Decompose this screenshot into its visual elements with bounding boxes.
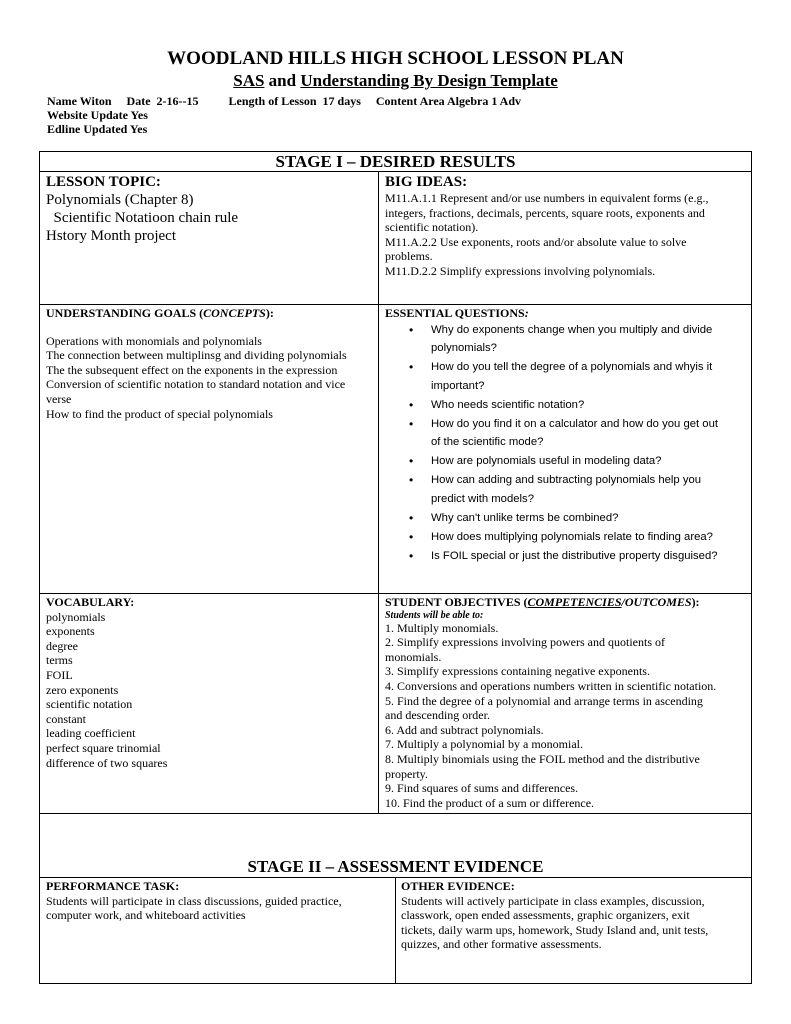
divider-row2 bbox=[39, 593, 752, 594]
student-objectives-cell bbox=[385, 595, 749, 810]
table-border-right bbox=[751, 151, 752, 983]
vocabulary-label: VOCABULARY: bbox=[46, 595, 135, 609]
vocabulary-word: difference of two squares bbox=[46, 755, 168, 770]
lesson-topic-line: Hstory Month project bbox=[46, 228, 176, 244]
big-ideas-line: M11.A.1.1 Represent and/or use numbers in equivalent forms (e.g., bbox=[385, 191, 709, 205]
objective-line: 6. Add and subtract polynomials. bbox=[385, 722, 544, 737]
big-ideas-line: scientific notation). bbox=[385, 220, 479, 235]
stage1-heading: STAGE I – DESIRED RESULTS bbox=[275, 152, 516, 171]
objective-line: and descending order. bbox=[385, 708, 490, 723]
objective-line: 3. Simplify expressions containing negative exponents. bbox=[385, 664, 650, 679]
meta-line-name-date: Name Witon Date 2-16--15 Length of Lesson 17 days Content Area Algebra 1 Adv bbox=[47, 94, 522, 108]
list-item: • Is FOIL special or just the distributive property disguised? bbox=[385, 547, 747, 566]
essential-questions-label: ESSENTIAL QUESTIONS: bbox=[385, 306, 529, 320]
list-item: • How do you tell the degree of a polynomials and whyis it important? bbox=[385, 358, 747, 395]
lesson-topic-label: LESSON TOPIC: bbox=[46, 174, 161, 190]
vocabulary-word: scientific notation bbox=[46, 697, 133, 712]
meta-line-edline: Edline Updated Yes bbox=[47, 122, 148, 136]
objective-line: property. bbox=[385, 766, 428, 781]
other-evidence-line: Students will actively participate in class examples, discussion, bbox=[401, 893, 705, 908]
subtitle-and: and bbox=[264, 71, 301, 90]
big-ideas-line: integers, fractions, decimals, percents, square roots, exponents and bbox=[385, 205, 705, 220]
big-ideas-cell bbox=[385, 173, 747, 279]
vocabulary-word: polynomials bbox=[46, 609, 106, 624]
vocabulary-word: FOIL bbox=[46, 667, 73, 682]
vocabulary-word: exponents bbox=[46, 624, 95, 639]
vocabulary-cell bbox=[46, 595, 371, 770]
vocabulary-word: terms bbox=[46, 653, 73, 668]
list-item: • How are polynomials useful in modeling data? bbox=[385, 452, 747, 471]
big-ideas-line: M11.A.2.2 Use exponents, roots and/or absolute value to solve bbox=[385, 234, 687, 249]
subtitle-ubd: Understanding By Design Template bbox=[300, 71, 558, 90]
understanding-goal-line: The the subsequent effect on the exponents in the expression bbox=[46, 362, 338, 377]
understanding-goal-line: verse bbox=[46, 391, 72, 406]
objective-line: 1. Multiply monomials. bbox=[385, 620, 499, 635]
objective-line: 2. Simplify expressions involving powers and quotients of bbox=[385, 635, 665, 650]
objective-line: 4. Conversions and operations numbers written in scientific notation. bbox=[385, 678, 717, 693]
vocabulary-word: constant bbox=[46, 711, 86, 726]
vocabulary-word: zero exponents bbox=[46, 682, 119, 697]
list-item: • Why do exponents change when you multiply and divide polynomials? bbox=[385, 321, 747, 358]
page-title: WOODLAND HILLS HIGH SCHOOL LESSON PLAN bbox=[167, 48, 624, 69]
divider-row1 bbox=[39, 304, 752, 305]
essential-questions-list bbox=[385, 321, 747, 566]
understanding-goals-cell bbox=[46, 306, 376, 421]
student-objectives-label: STUDENT OBJECTIVES (COMPETENCIES/OUTCOMES): bbox=[385, 595, 700, 609]
lesson-topic-cell bbox=[46, 173, 371, 245]
performance-task-line: computer work, and whiteboard activities bbox=[46, 908, 246, 923]
big-ideas-line: problems. bbox=[385, 249, 433, 264]
student-objectives-subtitle: Students will be able to: bbox=[385, 609, 484, 621]
meta-line-website: Website Update Yes bbox=[47, 108, 148, 122]
list-item: • How can adding and subtracting polynomials help you predict with models? bbox=[385, 471, 747, 508]
column-divider-stage2 bbox=[395, 877, 396, 983]
objective-line: monomials. bbox=[385, 649, 442, 664]
objective-line: 5. Find the degree of a polynomial and arrange terms in ascending bbox=[385, 693, 703, 708]
stage2-heading: STAGE II – ASSESSMENT EVIDENCE bbox=[247, 857, 544, 876]
essential-questions-cell bbox=[385, 306, 747, 566]
other-evidence-label: OTHER EVIDENCE: bbox=[401, 879, 515, 893]
list-item: • How does multiplying polynomials relate to finding area? bbox=[385, 528, 747, 547]
understanding-goal-line: Operations with monomials and polynomials bbox=[46, 333, 262, 348]
divider-row3 bbox=[39, 813, 752, 814]
other-evidence-line: classwork, open ended assessments, graphic organizers, exit bbox=[401, 908, 690, 923]
lesson-topic-line: Polynomials (Chapter 8) bbox=[46, 192, 194, 208]
performance-task-label: PERFORMANCE TASK: bbox=[46, 879, 180, 893]
list-item: • Who needs scientific notation? bbox=[385, 396, 747, 415]
understanding-goal-line: The connection between multiplinsg and dividing polynomials bbox=[46, 348, 347, 363]
vocabulary-word: perfect square trinomial bbox=[46, 740, 161, 755]
other-evidence-cell bbox=[401, 879, 749, 952]
vocabulary-word: leading coefficient bbox=[46, 726, 136, 741]
objective-line: 7. Multiply a polynomial by a monomial. bbox=[385, 737, 583, 752]
table-border-bottom bbox=[39, 983, 752, 984]
lesson-topic-line: Scientific Notatioon chain rule bbox=[46, 210, 239, 226]
list-item: • How do you find it on a calculator and how do you get out of the scientific mode? bbox=[385, 415, 747, 452]
other-evidence-line: quizzes, and other formative assessments. bbox=[401, 937, 602, 952]
list-item: • Why can't unlike terms be combined? bbox=[385, 509, 747, 528]
other-evidence-line: tickets, daily warm ups, homework, Study Island and, unit tests, bbox=[401, 922, 709, 937]
column-divider-stage1 bbox=[378, 171, 379, 814]
subtitle-sas: SAS bbox=[233, 71, 265, 90]
understanding-goal-line: How to find the product of special polynomials bbox=[46, 406, 273, 421]
performance-task-line: Students will participate in class discussions, guided practice, bbox=[46, 893, 342, 908]
vocabulary-word: degree bbox=[46, 638, 78, 653]
objective-line: 10. Find the product of a sum or difference. bbox=[385, 795, 595, 810]
big-ideas-line: M11.D.2.2 Simplify expressions involving polynomials. bbox=[385, 263, 656, 278]
objective-line: 8. Multiply binomials using the FOIL method and the distributive bbox=[385, 751, 700, 766]
objective-line: 9. Find squares of sums and differences. bbox=[385, 781, 579, 796]
understanding-goals-label: UNDERSTANDING GOALS (CONCEPTS): bbox=[46, 306, 274, 320]
big-ideas-label: BIG IDEAS: bbox=[385, 174, 468, 190]
page-subtitle bbox=[0, 71, 791, 91]
understanding-goal-line: Conversion of scientific notation to standard notation and vice bbox=[46, 377, 346, 392]
performance-task-cell bbox=[46, 879, 391, 923]
